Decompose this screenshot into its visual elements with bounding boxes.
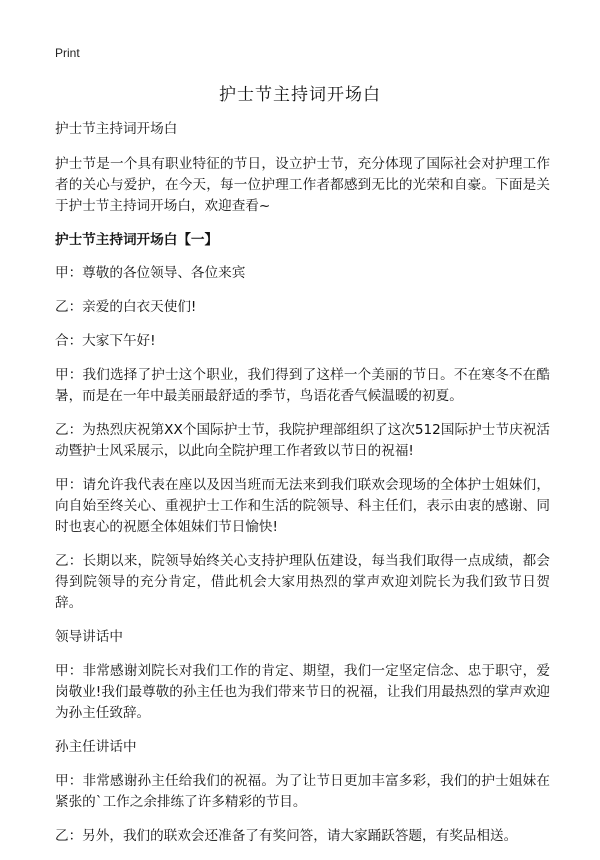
script-line: 合：大家下午好! (55, 333, 156, 349)
page-title: 护士节主持词开场白 (219, 85, 381, 105)
section-heading: 护士节主持词开场白【一】 (55, 232, 219, 248)
script-line: 甲：非常感谢孙主任给我们的祝福。为了让节日更加丰富多彩，我们的护士姐妹在紧张的`工作之余排练了许多精彩的节目。 (55, 773, 550, 810)
script-line: 甲：我们选择了护士这个职业，我们得到了这样一个美丽的节日。不在寒冬不在酷暑，而是在一年中最美丽最舒适的季节，鸟语花香气候温暖的初夏。 (55, 367, 550, 404)
stage-direction: 领导讲话中 (55, 629, 123, 645)
document-body (55, 119, 550, 860)
stage-direction: 孙主任讲话中 (55, 739, 137, 755)
script-line: 乙：另外，我们的联欢会还准备了有奖问答，请大家踊跃答题，有奖品相送。 (55, 828, 518, 844)
script-line: 甲：请允许我代表在座以及因当班而无法来到我们联欢会现场的全体护士姐妹们，向自始至终关心、重视护士工作和生活的院领导、科主任们，表示由衷的感谢、同时也衷心的祝愿全体姐妹们节日愉快! (55, 477, 550, 535)
print-link[interactable]: Print (55, 46, 80, 60)
script-line: 甲：非常感谢刘院长对我们工作的肯定、期望，我们一定坚定信念、忠于职守，爱岗敬业!我们最尊敬的孙主任也为我们带来节日的祝福，让我们用最热烈的掌声欢迎为孙主任致辞。 (55, 663, 550, 721)
intro-paragraph: 护士节是一个具有职业特征的节日，设立护士节，充分体现了国际社会对护理工作者的关心与爱护，在今天，每一位护理工作者都感到无比的光荣和自豪。下面是关于护士节主持词开场白，欢迎查看~ (55, 156, 550, 214)
script-line: 甲：尊敬的各位领导、各位来宾 (55, 265, 246, 281)
document-subtitle: 护士节主持词开场白 (55, 121, 178, 137)
script-line: 乙：长期以来，院领导始终关心支持护理队伍建设，每当我们取得一点成绩，都会得到院领导的充分肯定，借此机会大家用热烈的掌声欢迎刘院长为我们致节日贺辞。 (55, 553, 550, 611)
script-line: 乙：亲爱的白衣天使们! (55, 299, 197, 315)
script-line: 乙：为热烈庆祝第XX个国际护士节，我院护理部组织了这次512国际护士节庆祝活动暨护士风采展示，以此向全院护理工作者致以节日的祝福! (55, 422, 550, 459)
